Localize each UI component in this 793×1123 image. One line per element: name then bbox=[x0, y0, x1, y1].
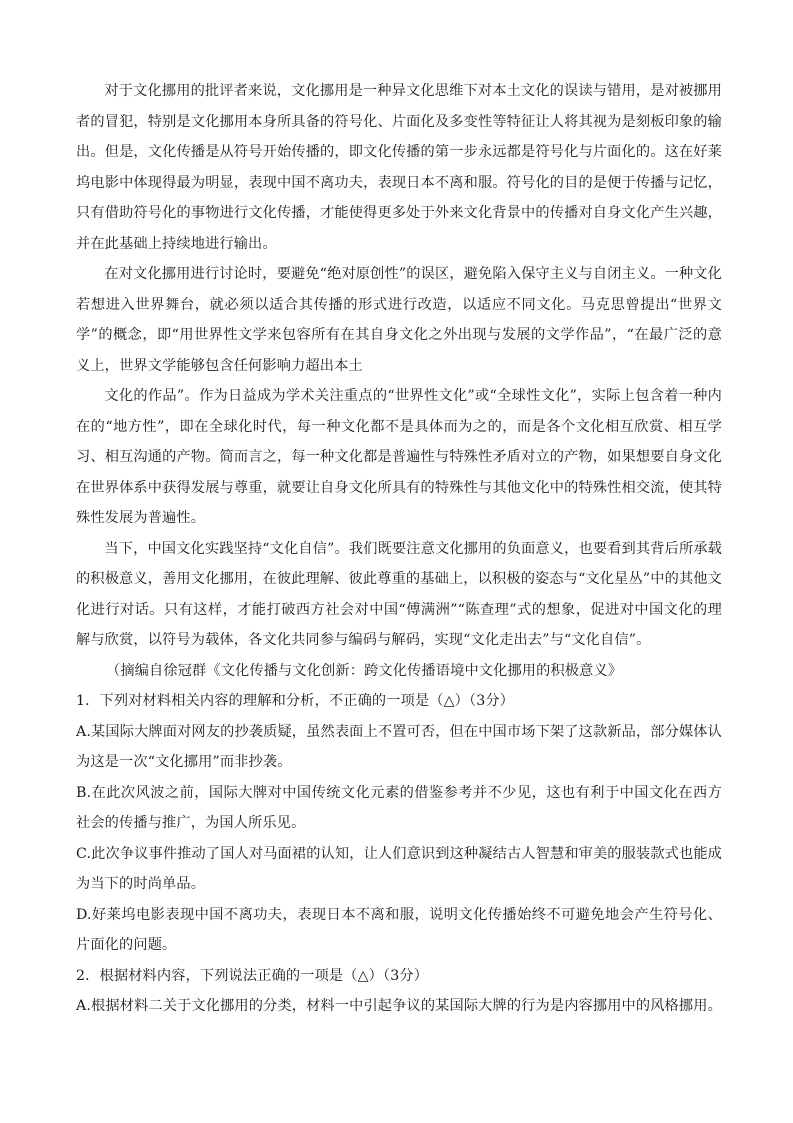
passage-paragraph-1: 对于文化挪用的批评者来说，文化挪用是一种异文化思维下对本土文化的误读与错用，是对被挪用者的冒犯，特别是文化挪用本身所具备的符号化、片面化及多变性等特征让人将其视为是刻板印象的输出。但是，文化传播是从符号开始传播的，即文化传播的第一步永远都是符号化与片面化的。这在好莱坞电影中体现得最为明显，表现中国不离功夫，表现日本不离和服。符号化的目的是便于传播与记忆，只有借助符号化的事物进行文化传播，才能使得更多处于外来文化背景中的传播对自身文化产生兴趣，并在此基础上持续地进行输出。 bbox=[76, 83, 722, 252]
question-2-stem: 2．根据材料内容，下列说法正确的一项是（△）（3分） bbox=[76, 967, 429, 984]
passage-paragraph-4: 当下，中国文化实践坚持“文化自信”。我们既要注意文化挪用的负面意义，也要看到其背后所承载的积极意义，善用文化挪用，在彼此理解、彼此尊重的基础上，以积极的姿态与“文化星丛”中的其他文化进行对话。只有这样，才能打破西方社会对中国“傅满洲”“陈查理”式的想象，促进对中国文化的理解与欣赏，以符号为载体，各文化共同参与编码与解码，实现“文化走出去”与“文化自信”。 bbox=[76, 540, 722, 648]
passage-paragraph-2: 在对文化挪用进行讨论时，要避免“绝对原创性”的误区，避免陷入保守主义与自闭主义。一种文化若想进入世界舞台，就必须以适合其传播的形式进行改造，以适应不同文化。马克思曾提出“世界文学”的概念，即“用世界性文学来包容所有在其自身文化之外出现与发展的文学作品”，“在最广泛的意义上，世界文学能够包含任何影响力超出本土 bbox=[76, 266, 722, 374]
passage-source: （摘编自徐冠群《文化传播与文化创新：跨文化传播语境中文化挪用的积极意义》 bbox=[106, 662, 623, 679]
question-1-option-c: C.此次争议事件推动了国人对马面裙的认知，让人们意识到这种凝结古人智慧和审美的服装款式也能成为当下的时尚单品。 bbox=[76, 845, 723, 892]
question-1-option-a: A.某国际大牌面对网友的抄袭质疑，虽然表面上不置可否，但在中国市场下架了这款新品，部分媒体认为这是一次“文化挪用”而非抄袭。 bbox=[76, 723, 722, 770]
passage-paragraph-3: 文化的作品”。作为日益成为学术关注重点的“世界性文化”或“全球性文化”，实际上包含着一种内在的“地方性”，即在全球化时代，每一种文化都不是具体而为之的，而是各个文化相互欣赏、相互学习、相互沟通的产物。简而言之，每一种文化都是普遍性与特殊性矛盾对立的产物，如果想要自身文化在世界体系中获得发展与尊重，就要让自身文化所具有的特殊性与其他文化中的特殊性相交流，使其特殊性发展为普遍性。 bbox=[76, 388, 722, 526]
question-1-stem: 1．下列对材料相关内容的理解和分析，不正确的一项是（△）（3分） bbox=[76, 693, 515, 709]
question-2-option-a: A.根据材料二关于文化挪用的分类，材料一中引起争议的某国际大牌的行为是内容挪用中的风格挪用。 bbox=[76, 998, 722, 1014]
question-1-option-d: D.好莱坞电影表现中国不离功夫，表现日本不离和服，说明文化传播始终不可避免地会产生符号化、片面化的问题。 bbox=[76, 906, 722, 953]
question-1-option-b: B.在此次风波之前，国际大牌对中国传统文化元素的借鉴参考并不少见，这也有利于中国文化在西方社会的传播与推广，为国人所乐见。 bbox=[76, 784, 722, 831]
document-page bbox=[76, 76, 722, 1022]
